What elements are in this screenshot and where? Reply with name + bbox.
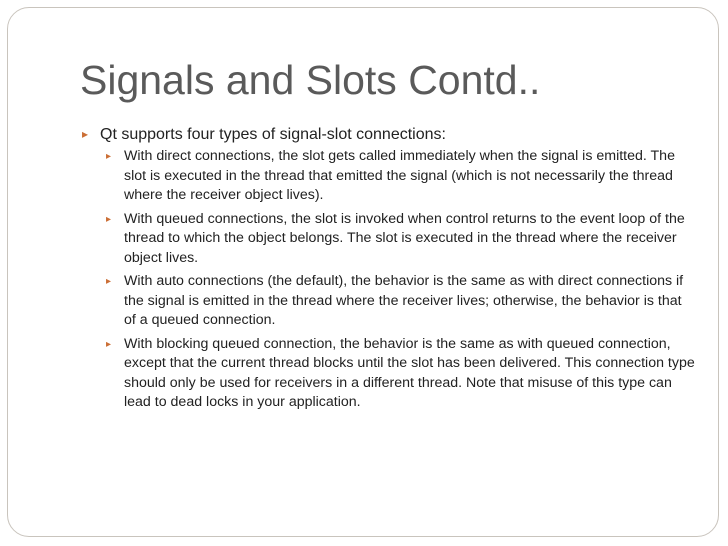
- sub-bullet-blocking: [106, 335, 696, 413]
- bullet-icon: ▸: [82, 127, 89, 141]
- bullet-icon: ▸: [106, 213, 112, 225]
- sub-bullet-text: With auto connections (the default), the behavior is the same as with direct connections if the signal is emitted in the thread where the receiver lives; otherwise, the behavior is that of a queued connection.: [124, 273, 684, 328]
- slide-title: Signals and Slots Contd..: [80, 57, 541, 103]
- sub-bullet-queued: [106, 210, 696, 269]
- bullet-icon: ▸: [106, 338, 112, 350]
- bullet-icon: ▸: [106, 151, 112, 162]
- sub-bullet-text: With blocking queued connection, the behavior is the same as with queued connection, except that the current thread blocks until the slot has been delivered. This connection type should only be used for receivers in a different thread. Note that misuse of this type can lead to dead locks in your application.: [124, 335, 695, 410]
- main-bullet: [82, 126, 698, 143]
- bullet-icon: ▸: [106, 276, 112, 287]
- main-bullet-text: Qt supports four types of signal-slot connections:: [100, 126, 446, 143]
- sub-bullet-text: With queued connections, the slot is invoked when control returns to the event loop of the thread to which the object belongs. The slot is executed in the thread where the receiver object lives.: [124, 210, 685, 266]
- sub-bullet-text: With direct connections, the slot gets called immediately when the signal is emitted. The slot is executed in the thread that emitted the signal (which is not necessarily the thread where the receiver object lives).: [124, 148, 675, 203]
- sub-bullet-direct: [106, 147, 696, 206]
- sub-bullet-list: [106, 147, 696, 417]
- sub-bullet-auto: [106, 272, 696, 331]
